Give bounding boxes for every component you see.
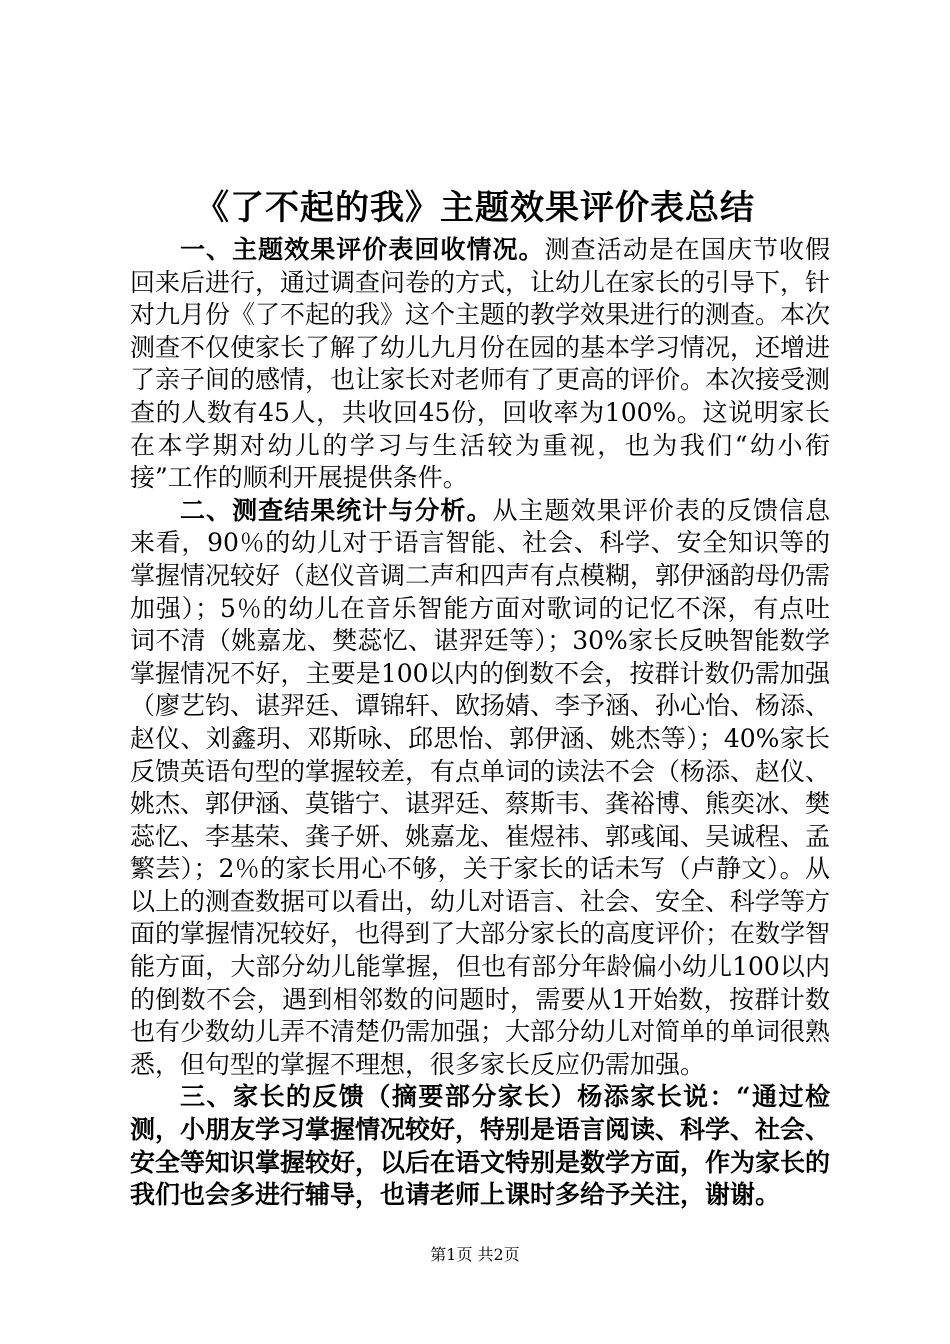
section-results-analysis (130, 495, 830, 1082)
section-heading: 一、主题效果评价表回收情况。 (180, 235, 545, 264)
section-heading: 二、测查结果统计与分析。 (180, 495, 493, 525)
document-body (130, 234, 830, 1212)
section-text: 从主题效果评价表的反馈信息来看，90％的幼儿对于语言智能、社会、科学、安全知识等的掌握情况较好（赵仪音调二声和四声有点模糊，郭伊涵韵母仍需加强）；5％的幼儿在音乐智能方面对歌词的记忆不深，有点吐词不清（姚嘉龙、樊蕊忆、谌羿廷等）；30%家长反映智能数学掌握情况不好，主要是100以内的倒数不会，按群计数仍需加强（廖艺钧、谌羿廷、谭锦轩、欧扬婧、李予涵、孙心怡、杨添、赵仪、刘鑫玥、邓斯咏、邱思怡、郭伊涵、姚杰等）；40%家长反馈英语句型的掌握较差，有点单词的读法不会（杨添、赵仪、姚杰、郭伊涵、莫锴宁、谌羿廷、蔡斯韦、龚裕博、熊奕冰、樊蕊忆、李基荣、龚子妍、姚嘉龙、崔煜祎、郭彧闻、吴诚程、孟繁芸）；2％的家长用心不够，关于家长的话未写（卢静文）。从以上的测查数据可以看出，幼儿对语言、社会、安全、科学等方面的掌握情况较好，也得到了大部分家长的高度评价；在数学智能方面，大部分幼儿能掌握，但也有部分年龄偏小幼儿100以内的倒数不会，遇到相邻数的问题时，需要从1开始数，按群计数也有少数幼儿弄不清楚仍需加强；大部分幼儿对简单的单词很熟悉，但句型的掌握不理想，很多家长反应仍需加强。 (130, 495, 831, 1079)
page-footer: 第1页 共2页 (430, 1245, 520, 1264)
section-parent-feedback (130, 1081, 830, 1211)
section-collection-status (130, 234, 830, 495)
section-text: 测查活动是在国庆节收假回来后进行，通过调查问卷的方式，让幼儿在家长的引导下，针对九月份《了不起的我》这个主题的教学效果进行的测查。本次测查不仅使家长了解了幼儿九月份在园的基本学习情况，还增进了亲子间的感情，也让家长对老师有了更高的评价。本次接受测查的人数有45人，共收回45份，回收率为100%。这说明家长在本学期对幼儿的学习与生活较为重视，也为我们“幼小衔接”工作的顺利开展提供条件。 (130, 235, 831, 493)
document-title: 《了不起的我》主题效果评价表总结 (195, 188, 755, 228)
section-text: 杨添家长说：“通过检测，小朋友学习掌握情况较好，特别是语言阅读、科学、社会、安全等知识掌握较好，以后在语文特别是数学方面，作为家长的我们也会多进行辅导，也请老师上课时多给予关注，谢谢。 (130, 1082, 831, 1210)
section-heading: 三、家长的反馈（摘要部分家长） (180, 1082, 578, 1112)
